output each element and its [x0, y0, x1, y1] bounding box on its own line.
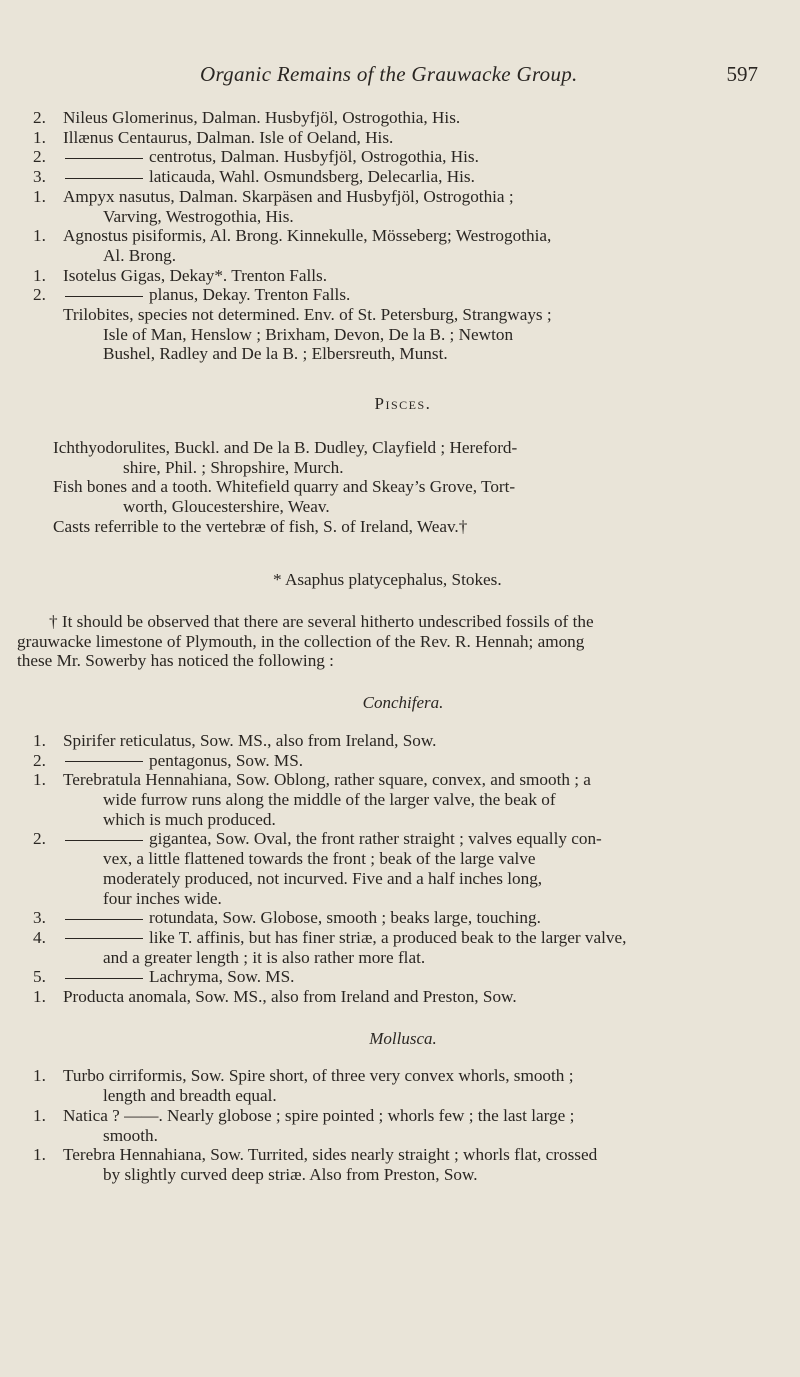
list-item: 1. Agnostus pisiformis, Al. Brong. Kinnekulle, Mösseberg; Westrogothia, Al. Brong. — [33, 226, 552, 265]
ditto-dash — [65, 919, 143, 920]
page-content — [17, 108, 773, 1185]
section-title-mollusca: Mollusca. — [369, 1028, 437, 1048]
section-title-conchifera: Conchifera. — [362, 693, 444, 713]
footnote-dagger: † It should be observed that there are several hitherto undescribed fossils of the grauwacke limestone of Plymouth, in the collection of the Rev. R. Hennah; among these Mr. Sowerby has noticed the following : — [17, 612, 594, 671]
list-item: 2. planus, Dekay. Trenton Falls. — [33, 285, 351, 305]
list-item: 2. centrotus, Dalman. Husbyfjöl, Ostrogothia, His. — [33, 147, 479, 167]
list-item: 1. Terebratula Hennahiana, Sow. Oblong, rather square, convex, and smooth ; a wide furrow runs along the middle of the larger valve, the beak of which is much produced. — [33, 770, 591, 829]
page-number: 597 — [726, 62, 758, 86]
list-item: 1. Spirifer reticulatus, Sow. MS., also from Ireland, Sow. — [33, 730, 437, 750]
ditto-dash — [65, 978, 143, 979]
list-item: 1. Turbo cirriformis, Sow. Spire short, of three very convex whorls, smooth ; length and breadth equal. — [33, 1066, 574, 1106]
list-item: 1. Illænus Centaurus, Dalman. Isle of Oeland, His. — [33, 127, 394, 147]
page-header — [0, 62, 800, 98]
list-item: 3. laticauda, Wahl. Osmundsberg, Delecarlia, His. — [33, 167, 475, 187]
section-title-pisces: Pisces. — [374, 394, 432, 414]
mollusca-list — [33, 1066, 773, 1184]
list-item: Fish bones and a tooth. Whitefield quarry and Skeay’s Grove, Tort- worth, Gloucestershire, Weav. — [53, 477, 516, 516]
list-item: 2. Nileus Glomerinus, Dalman. Husbyfjöl, Ostrogothia, His. — [33, 108, 461, 127]
list-item: 1. Producta anomala, Sow. MS., also from Ireland and Preston, Sow. — [33, 987, 517, 1007]
ditto-dash — [65, 158, 143, 159]
list-item: 1. Natica ? ——. Nearly globose ; spire pointed ; whorls few ; the last large ; smooth. — [33, 1105, 575, 1145]
trilobite-list — [33, 108, 773, 364]
list-item: 1. Isotelus Gigas, Dekay*. Trenton Falls. — [33, 265, 328, 285]
pisces-list — [33, 438, 773, 537]
list-item: Casts referrible to the vertebræ of fish, S. of Ireland, Weav.† — [53, 516, 468, 536]
ditto-dash — [65, 296, 143, 297]
list-item: Trilobites, species not determined. Env. of St. Petersburg, Strangways ; Isle of Man, Henslow ; Brixham, Devon, De la B. ; Newton Bushel, Radley and De la B. ; Elbersreuth, Munst. — [63, 305, 552, 364]
list-item: 1. Terebra Hennahiana, Sow. Turrited, sides nearly straight ; whorls flat, crossed by slightly curved deep striæ. Also from Preston, Sow. — [33, 1145, 598, 1184]
list-item: 5. Lachryma, Sow. MS. — [33, 967, 295, 987]
ditto-dash — [65, 840, 143, 841]
list-item: Ichthyodorulites, Buckl. and De la B. Dudley, Clayfield ; Hereford- shire, Phil. ; Shropshire, Murch. — [53, 437, 518, 477]
list-item: 3. rotundata, Sow. Globose, smooth ; beaks large, touching. — [33, 908, 541, 928]
list-item: 2. gigantea, Sow. Oval, the front rather straight ; valves equally con- vex, a little flattened towards the front ; beak of the large valve moderately produced, not incurved. Five and a half inches long, four inches wide. — [33, 829, 602, 908]
running-title: Organic Remains of the Grauwacke Group. — [200, 62, 578, 86]
footnote-asterisk: * Asaphus platycephalus, Stokes. — [273, 570, 502, 590]
ditto-dash — [65, 178, 143, 179]
list-item: 4. like T. affinis, but has finer striæ, a produced beak to the larger valve, and a greater length ; it is also rather more flat. — [33, 927, 627, 967]
list-item: 2. pentagonus, Sow. MS. — [33, 750, 304, 770]
conchifera-list — [33, 731, 773, 1007]
list-item: 1. Ampyx nasutus, Dalman. Skarpäsen and Husbyfjöl, Ostrogothia ; Varving, Westrogothia, His. — [33, 186, 514, 226]
ditto-dash — [65, 938, 143, 939]
ditto-dash — [65, 761, 143, 762]
